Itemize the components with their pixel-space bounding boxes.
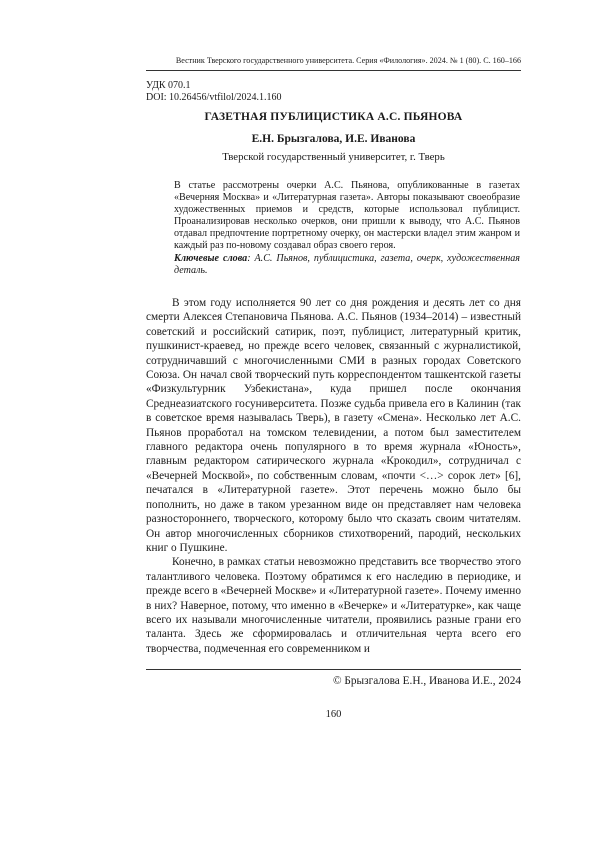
paragraph: В этом году исполняется 90 лет со дня рождения и десять лет со дня смерти Алексея Степановича Пьянова. А.С. Пьянов (1934–2014) – известный советский и российский сатирик, поэт, публицист, литературный критик, пушкинист-краевед, но прежде всего человек, связанный с журналистикой, сотрудничавший с многочисленными СМИ в разных городах Советского Союза. Он начал свой творческий путь корреспондентом ташкентской газеты «Физкультурник Узбекистана», куда пришел после окончания Среднеазиатского госуниверситета. Позже судьба привела его в Калинин (так в советское время называлась Тверь), в газету «Смена». Несколько лет А.С. Пьянов проработал на томском телевидении, а потом был заместителем главного редактора очень популярного в то время журнала «Юность», главным редактором сатирического журнала «Крокодил», сотрудничал с «Вечерней Москвой», по собственным словам, «почти <…> сорок лет» [6], печатался в «Литературной газете». Этот перечень можно было бы пополнить, но даже в таком урезанном виде он представляет нам человека разностороннего, творческого, которому было что сказать своим читателям. Он автор многочисленных сборников стихотворений, пародий, нескольких книг о Пушкине. [146, 297, 521, 554]
paragraph: Конечно, в рамках статьи невозможно представить все творчество этого талантливого человека. Поэтому обратимся к его наследию в периодике, и прежде всего в «Вечерней Москве» и «Литературной газете». Почему именно в них? Наверное, потому, что именно в «Вечерке» и «Литературке», как чаще всего их называли многочисленные читатели, проявились разные грани его таланта. Здесь же сформировалась и отличительная черта всего его творчества, подмеченная его современником и [146, 556, 522, 655]
running-head: Вестник Тверского государственного университета. Серия «Филология». 2024. № 1 (80). С. 160–166 [175, 56, 521, 65]
abstract-text: В статье рассмотрены очерки А.С. Пьянова, опубликованные в газетах «Вечерняя Москва» и «Литературная газета». Авторы показывают своеобразие художественных приемов и средств, которые использовал публицист. Проанализировав несколько очерков, они пришли к выводу, что А.С. Пьянов отдавал предпочтение портретному очерку, он мастерски владел этим жанром и каждый раз по-новому создавал образ своего героя. [174, 180, 520, 252]
keywords [174, 253, 520, 277]
article-title: ГАЗЕТНАЯ ПУБЛИЦИСТИКА А.С. ПЬЯНОВА [204, 111, 463, 123]
article-body [146, 296, 521, 656]
udk-code: УДК 070.1 [146, 80, 191, 91]
authors: Е.Н. Брызгалова, И.Е. Иванова [251, 133, 416, 145]
copyright: © Брызгалова Е.Н., Иванова И.Е., 2024 [332, 675, 521, 687]
abstract [174, 180, 520, 277]
footer-rule [146, 669, 521, 670]
keywords-list: : А.С. Пьянов, публицистика, газета, очерк, художественная деталь. [174, 252, 520, 276]
keywords-label: Ключевые слова [174, 252, 248, 264]
page-number: 160 [325, 709, 342, 720]
affiliation: Тверской государственный университет, г. Тверь [222, 151, 445, 163]
header-rule [146, 70, 521, 71]
doi[interactable]: DOI: 10.26456/vtfilol/2024.1.160 [146, 92, 282, 103]
